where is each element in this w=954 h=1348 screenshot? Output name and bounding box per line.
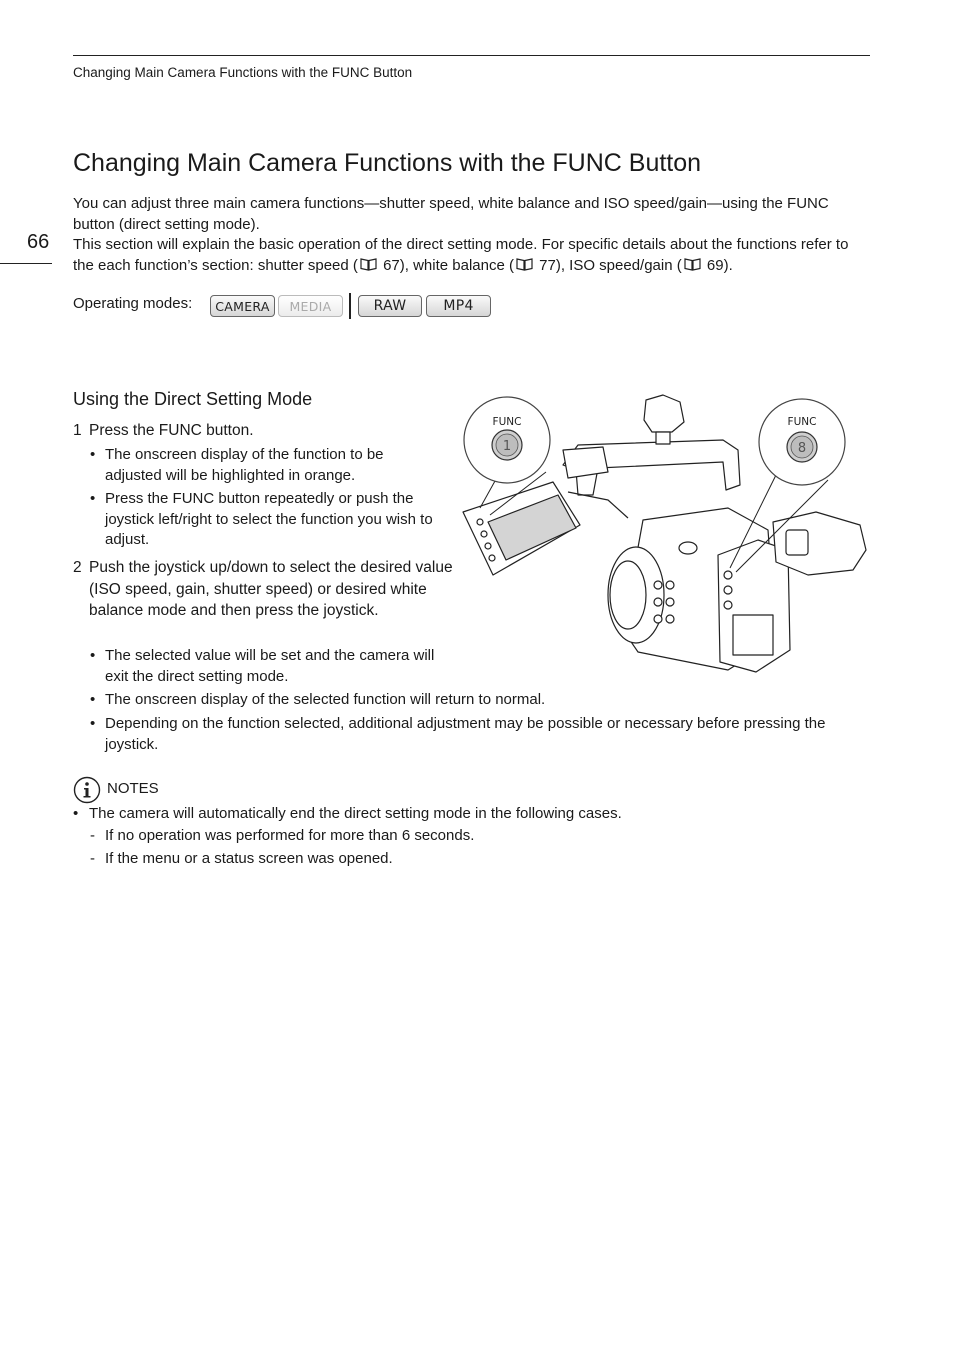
step-number: 1 [73,422,82,439]
body-button [654,598,662,606]
page-title: Changing Main Camera Functions with the FUNC Button [73,149,702,177]
mode-badge-mp4: MP4 [426,295,491,317]
lens-inner [610,561,646,629]
side-button [724,586,732,594]
step-1-bullet: • The onscreen display of the function to be adjusted will be highlighted in orange. [105,445,435,486]
step-text: Push the joystick up/down to select the desired value (ISO speed, gain, shutter speed) or desired white balance mode and then press the joystick. [89,559,453,619]
book-reference-icon [516,258,533,271]
lcd-button [477,519,483,525]
side-button [724,601,732,609]
section-heading: Using the Direct Setting Mode [73,389,313,409]
book-reference-icon [684,258,701,271]
lcd-button [485,543,491,549]
body-button [666,615,674,623]
step-2-bullet: • The onscreen display of the selected function will return to normal. [105,690,865,711]
intro-paragraph-2-text: This section will explain the basic operation of the direct setting mode. For specific details about the functions refer to the each function’s section: shutter speed ( [73,236,849,274]
step-number: 2 [73,559,82,576]
mode-divider [349,293,351,319]
iso-reference[interactable]: 69). [702,257,733,274]
operating-modes-label: Operating modes: [73,295,193,312]
camera-illustration [458,390,870,680]
strap-block [563,447,608,478]
callout-number: 8 [797,441,807,456]
step-2-bullet: • The selected value will be set and the camera will exit the direct setting mode. [105,646,445,687]
mode-badge-raw: RAW [358,295,422,317]
callout-number: 1 [502,439,512,454]
info-icon [73,776,101,804]
callout-label: FUNC [787,416,817,428]
lcd-button [481,531,487,537]
body-button [654,581,662,589]
note-sub-item: - If no operation was performed for more than 6 seconds. [105,826,474,847]
body-button [666,598,674,606]
running-header: Changing Main Camera Functions with the FUNC Button [73,65,413,80]
body-button [654,615,662,623]
side-button [724,571,732,579]
lcd-cable [568,492,628,518]
body-button [666,581,674,589]
note-sub-item: - If the menu or a status screen was opened. [105,849,393,870]
mic-mount [656,432,670,444]
page-number-rule [0,263,52,264]
step-2-bullet: • Depending on the function selected, additional adjustment may be possible or necessary before pressing the joystick. [105,714,865,755]
lcd-button [489,555,495,561]
mode-badge-camera: CAMERA [210,295,275,317]
intro-paragraph-2 [73,234,873,276]
step-text: Press the FUNC button. [89,422,254,439]
callout-label: FUNC [492,416,522,428]
mic-holder [644,395,684,432]
white-balance-reference[interactable]: 77), ISO speed/gain ( [534,257,682,274]
mode-badge-media: MEDIA [278,295,343,317]
shutter-reference[interactable]: 67), white balance ( [378,257,514,274]
notes-label: NOTES [107,780,159,797]
note-item: • The camera will automatically end the direct setting mode in the following cases. [89,804,869,825]
battery-door [733,615,773,655]
book-reference-icon [360,258,377,271]
intro-paragraph-1: You can adjust three main camera functions—shutter speed, white balance and ISO speed/gain—using the FUNC button (direct setting mode). [73,195,829,233]
vent-detail [679,542,697,554]
eyecup-window [786,530,808,555]
header-rule [73,55,870,56]
step-1-bullet: • Press the FUNC button repeatedly or push the joystick left/right to select the function you wish to adjust. [105,489,450,551]
page-number: 66 [27,231,50,253]
